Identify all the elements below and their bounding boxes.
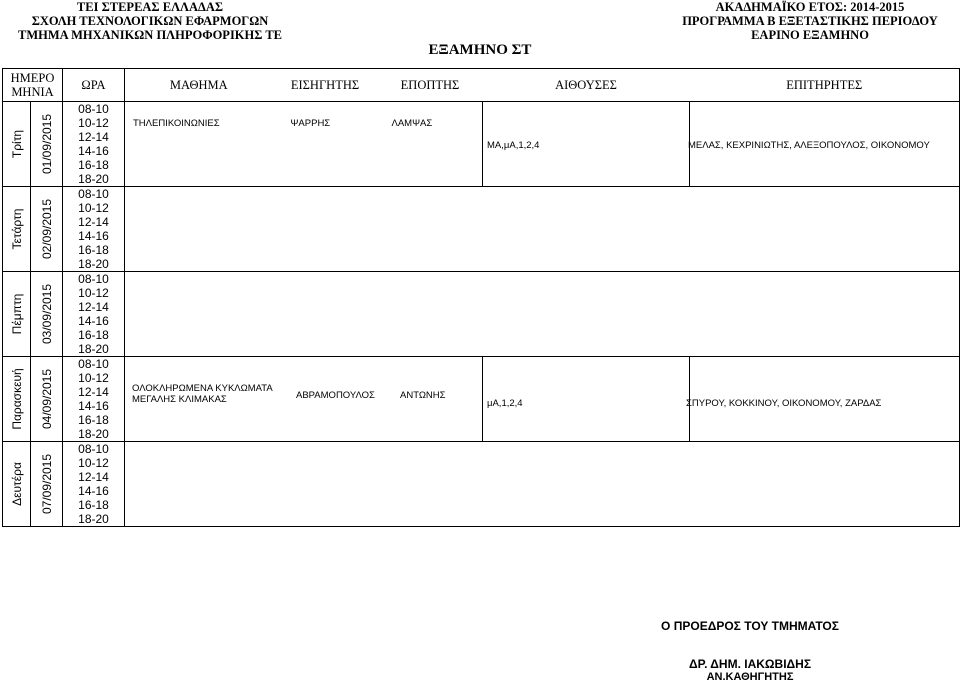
day-name: Πέμπτη xyxy=(9,293,24,335)
semester-season: ΕΑΡΙΝΟ ΕΞΑΜΗΝΟ xyxy=(751,28,869,42)
day-name-cell xyxy=(3,442,31,527)
time-slot: 12-14 xyxy=(63,385,125,399)
col-proctors: ΕΠΙΤΗΡΗΤΕΣ xyxy=(690,69,960,102)
academic-year: ΑΚΑΔΗΜΑΪΚΟ ΕΤΟΣ: 2014-2015 xyxy=(715,0,905,14)
date-cell xyxy=(31,442,63,527)
day-name-cell xyxy=(3,357,31,442)
day-name: Τρίτη xyxy=(9,129,24,159)
time-slot: 12-14 xyxy=(63,300,125,314)
rooms-text: μΑ,1,2,4 xyxy=(487,398,523,409)
time-slot: 14-16 xyxy=(63,484,125,498)
time-slot: 14-16 xyxy=(63,314,125,328)
time-slot: 18-20 xyxy=(63,427,125,442)
empty-day-block xyxy=(125,272,960,357)
date-cell xyxy=(31,187,63,272)
time-slot: 16-18 xyxy=(63,413,125,427)
time-slot: 14-16 xyxy=(63,229,125,243)
time-slot: 14-16 xyxy=(63,144,125,158)
col-rooms: ΑΙΘΟΥΣΕΣ xyxy=(483,69,690,102)
col-supervisor: ΕΠΟΠΤΗΣ xyxy=(378,69,483,102)
supervisor-text: ΑΝΤΩΝΗΣ xyxy=(400,390,446,401)
time-slot: 08-10 xyxy=(63,442,125,457)
time-slot: 08-10 xyxy=(63,357,125,372)
day-name: Τετάρτη xyxy=(9,208,24,250)
time-slot: 18-20 xyxy=(63,342,125,357)
school-name: ΣΧΟΛΗ ΤΕΧΝΟΛΟΓΙΚΩΝ ΕΦΑΡΜΟΓΩΝ xyxy=(31,14,269,28)
time-slot: 16-18 xyxy=(63,498,125,512)
semester-title: ΕΞΑΜΗΝΟ ΣΤ xyxy=(428,42,532,58)
table-row xyxy=(3,187,960,202)
time-slot: 16-18 xyxy=(63,328,125,342)
time-slot: 10-12 xyxy=(63,116,125,130)
table-row xyxy=(3,357,960,372)
rooms-text: ΜΑ,μΑ,1,2,4 xyxy=(487,140,540,151)
schedule-header xyxy=(660,0,960,42)
time-slot: 10-12 xyxy=(63,286,125,300)
time-slot: 10-12 xyxy=(63,456,125,470)
time-slot: 12-14 xyxy=(63,215,125,229)
time-slot: 14-16 xyxy=(63,399,125,413)
time-slot: 12-14 xyxy=(63,130,125,144)
table-row xyxy=(3,442,960,457)
proctors-text: ΣΠΥΡΟΥ, ΚΟΚΚΙΝΟΥ, ΟΙΚΟΝΟΜΟΥ, ΖΑΡΔΑΣ xyxy=(686,398,882,409)
day-date: 02/09/2015 xyxy=(39,198,54,260)
instructor-cell: ΨΑΡΡΗΣ xyxy=(290,117,331,129)
exam-period: ΠΡΟΓΡΑΜΜΑ Β ΕΞΕΤΑΣΤΙΚΗΣ ΠΕΡΙΟΔΟΥ xyxy=(682,14,938,28)
table-row xyxy=(3,102,960,117)
time-slot: 08-10 xyxy=(63,272,125,287)
time-slot: 12-14 xyxy=(63,470,125,484)
col-hour: ΩΡΑ xyxy=(63,69,125,102)
proctors-text: ΜΕΛΑΣ, ΚΕΧΡΙΝΙΩΤΗΣ, ΑΛΕΞΟΠΟΥΛΟΣ, ΟΙΚΟΝΟΜΟΥ xyxy=(688,140,930,151)
day-date: 03/09/2015 xyxy=(39,283,54,345)
col-day: ΗΜΕΡΟ ΜΗΝΙΑ xyxy=(3,69,63,102)
signature-role: Ο ΠΡΟΕΔΡΟΣ ΤΟΥ ΤΜΗΜΑΤΟΣ xyxy=(661,619,839,633)
time-slot: 16-18 xyxy=(63,158,125,172)
signature-name: ΔΡ. ΔΗΜ. ΙΑΚΩΒΙΔΗΣ xyxy=(688,657,812,671)
day-name-cell xyxy=(3,272,31,357)
empty-day-block xyxy=(125,442,960,527)
instructor-text: ΑΒΡΑΜΟΠΟΥΛΟΣ xyxy=(296,390,375,401)
exam-schedule-table xyxy=(2,68,960,527)
time-slot: 18-20 xyxy=(63,257,125,272)
time-slot: 08-10 xyxy=(63,187,125,202)
time-slot: 10-12 xyxy=(63,371,125,385)
institution-name: ΤΕΙ ΣΤΕΡΕΑΣ ΕΛΛΑΔΑΣ xyxy=(76,0,224,14)
day-name: Δευτέρα xyxy=(9,462,24,506)
col-course: ΜΑΘΗΜΑ xyxy=(125,69,273,102)
day-name-cell xyxy=(3,187,31,272)
course-text: ΟΛΟΚΛΗΡΩΜΕΝΑ ΚΥΚΛΩΜΑΤΑ ΜΕΓΑΛΗΣ ΚΛΙΜΑΚΑΣ xyxy=(132,383,273,405)
course-cell: ΤΗΛΕΠΙΚΟΙΝΩΝΙΕΣ xyxy=(133,117,220,129)
supervisor-cell: ΛΑΜΨΑΣ xyxy=(391,117,433,129)
col-instructor: ΕΙΣΗΓΗΤΗΣ xyxy=(273,69,378,102)
date-cell xyxy=(31,272,63,357)
time-slot: 10-12 xyxy=(63,201,125,215)
day-date: 04/09/2015 xyxy=(39,368,54,430)
day-name-cell xyxy=(3,102,31,187)
time-slot: 08-10 xyxy=(63,102,125,117)
empty-day-block xyxy=(125,187,960,272)
time-slot: 18-20 xyxy=(63,172,125,187)
date-cell xyxy=(31,102,63,187)
day-name: Παρασκευή xyxy=(9,368,24,430)
institution-header xyxy=(0,0,300,42)
table-row xyxy=(3,272,960,287)
time-slot: 16-18 xyxy=(63,243,125,257)
day-date: 07/09/2015 xyxy=(39,453,54,515)
table-header-row xyxy=(3,69,960,102)
signature-title: ΑΝ.ΚΑΘΗΓΗΤΗΣ xyxy=(706,671,794,683)
department-name: ΤΜΗΜΑ ΜΗΧΑΝΙΚΩΝ ΠΛΗΡΟΦΟΡΙΚΗΣ ΤΕ xyxy=(17,28,282,42)
day-date: 01/09/2015 xyxy=(39,113,54,175)
date-cell xyxy=(31,357,63,442)
time-slot: 18-20 xyxy=(63,512,125,527)
